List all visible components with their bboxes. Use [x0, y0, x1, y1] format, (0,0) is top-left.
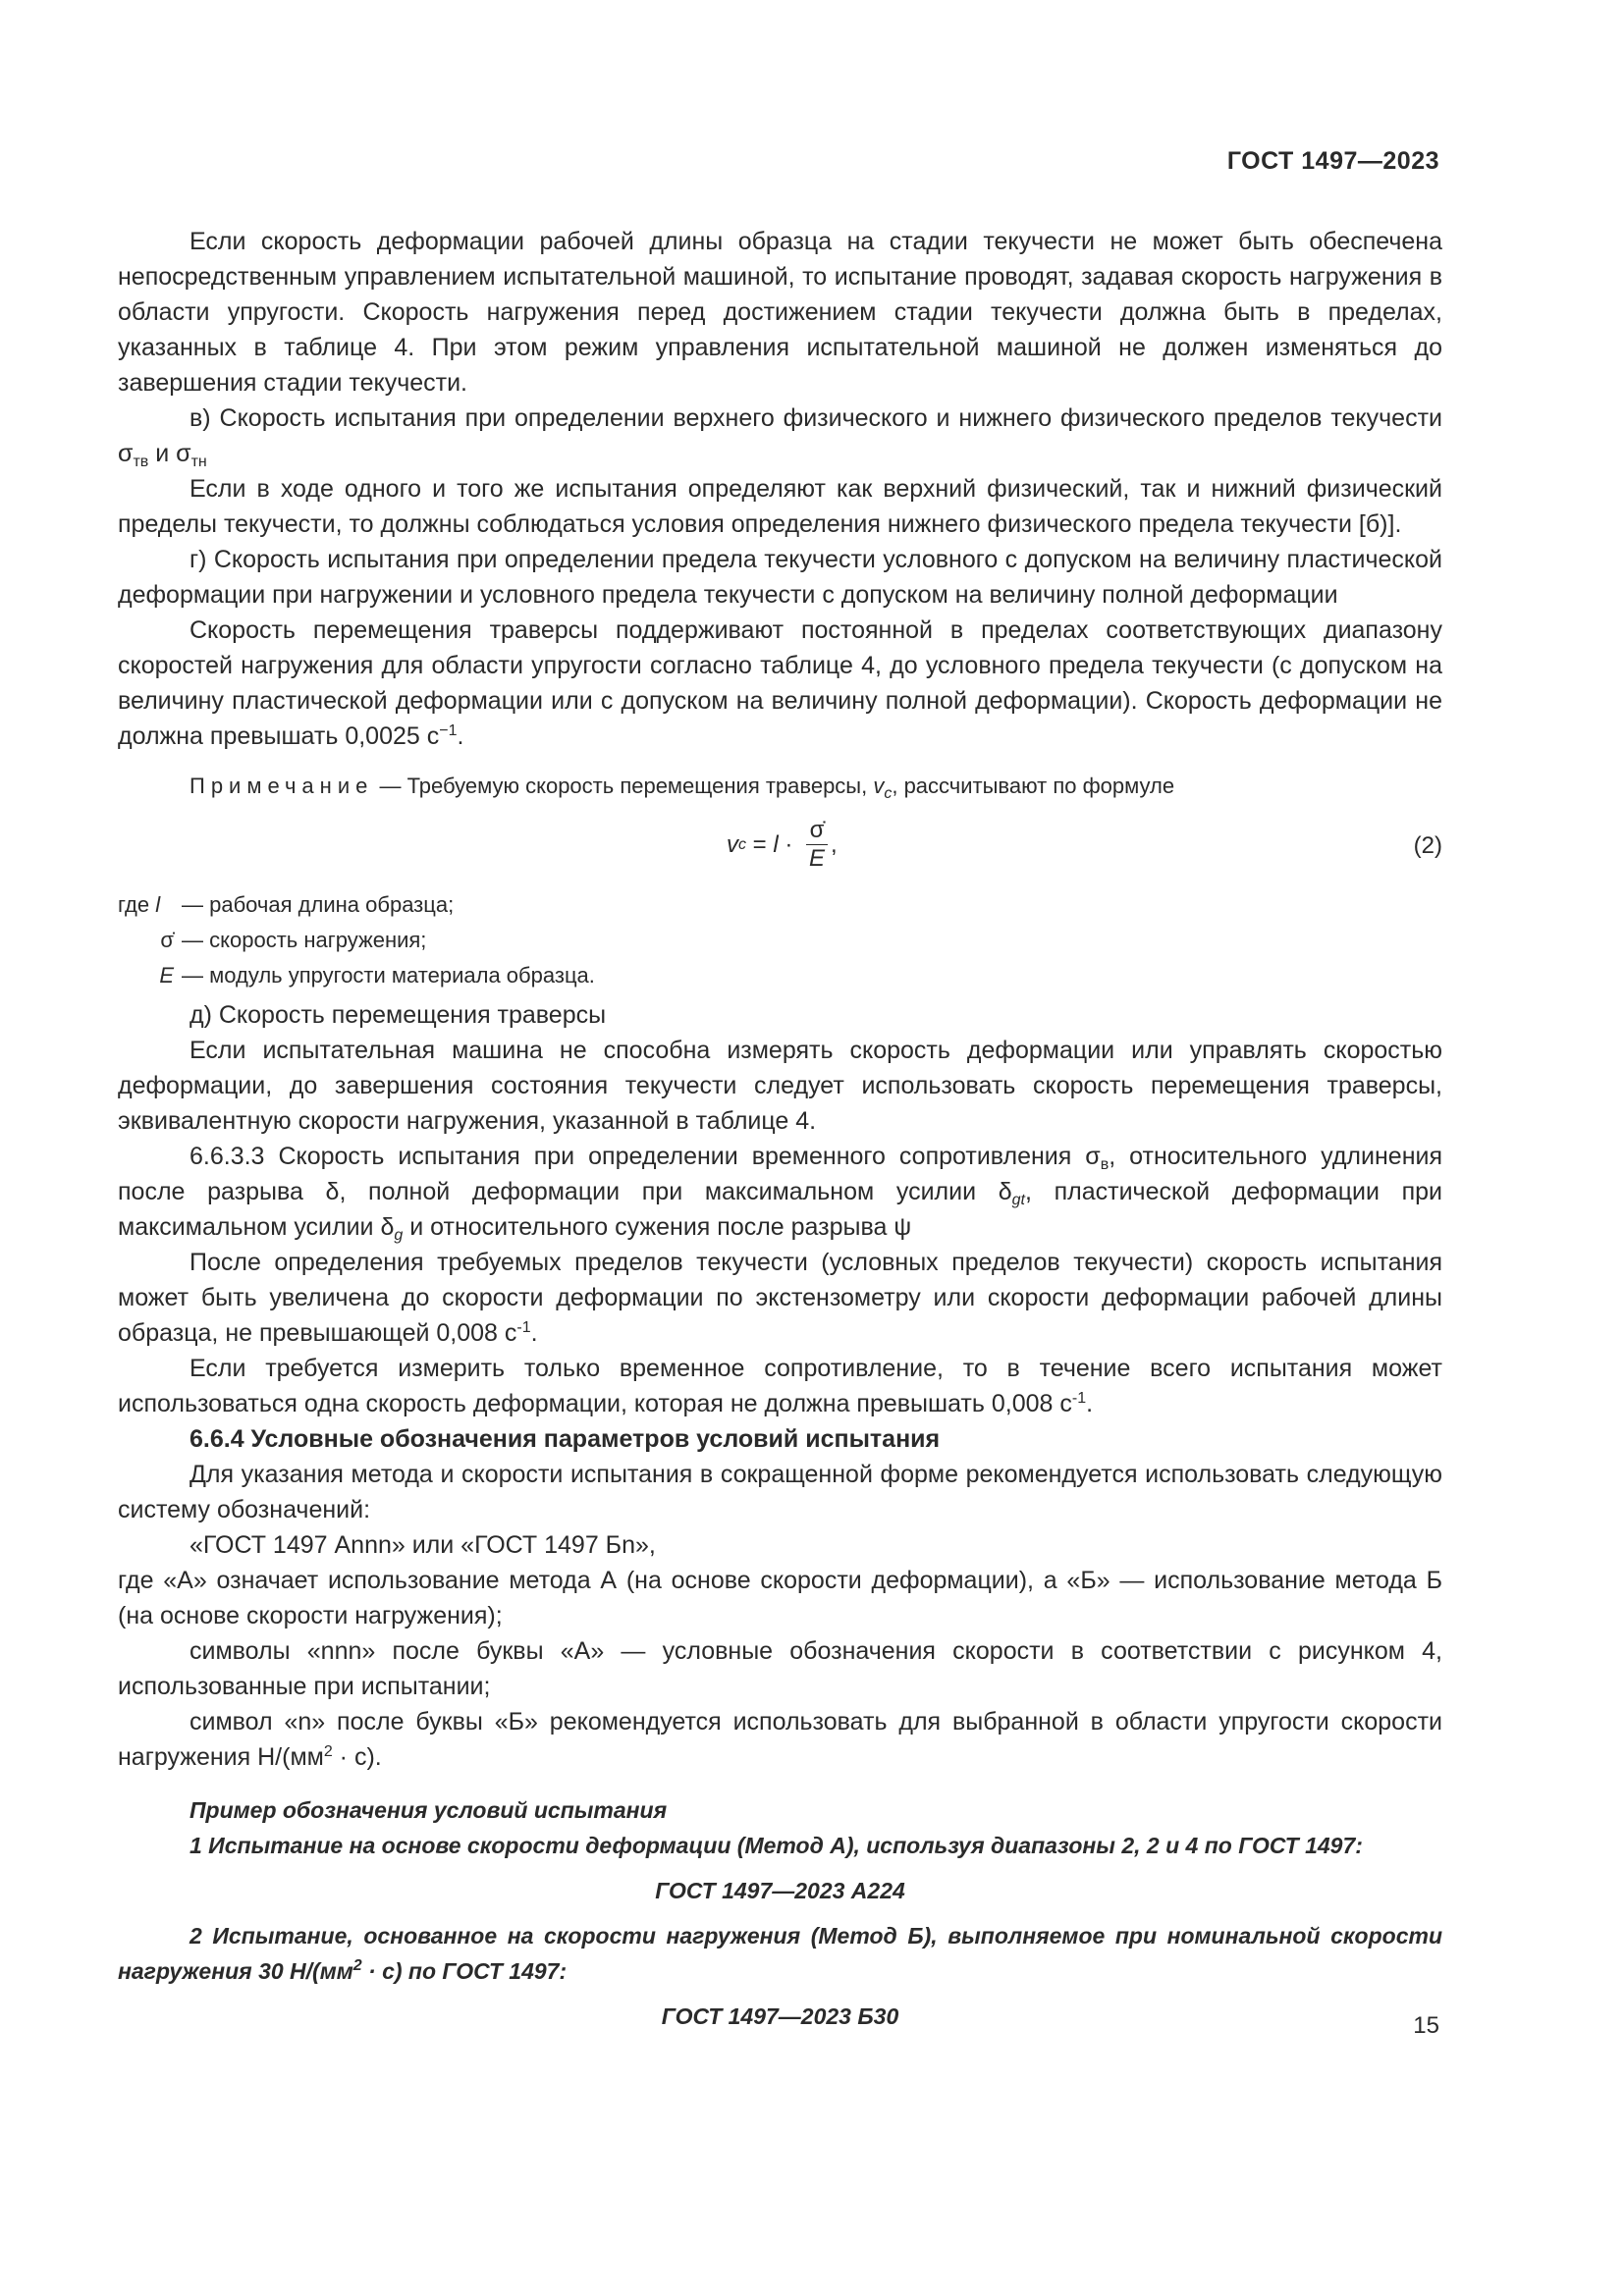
paragraph-item-d-body: Если испытательная машина не способна измерять скорость деформации или управлять скоростью деформации, до завершения состояния текучести следует использовать скорость перемещения траверсы, эквивалентную скорости нагружения, указанной в таблице 4.	[118, 1037, 1442, 1135]
paragraph-crosshead-speed: Скорость перемещения траверсы поддерживают постоянной в пределах соответствующих диапазону скоростей нагружения для области упругости согласно таблице 4, до условного предела текучести (с допуском на величину пластической деформации или с допуском на величину полной деформации). Скорость деформации не должна превышать 0,0025 $с^{-1}$.	[118, 616, 1442, 750]
paragraph-upper-lower-yield: Если в ходе одного и того же испытания определяют как верхний физический, так и нижний физический пределы текучести, то должны соблюдаться условия определения нижнего физического предела текучести [б)].	[118, 475, 1442, 538]
paragraph-n-symbol: символ «n» после буквы «Б» рекомендуется использовать для выбранной в области упругости скорости нагружения $Н/(мм^2 \cdot с)$.	[118, 1708, 1442, 1771]
example-1: 1 Испытание на основе скорости деформации (Метод А), используя диапазоны 2, 2 и 4 по ГОСТ 1497:	[189, 1833, 1363, 1858]
paragraph-item-d-title: д) Скорость перемещения траверсы	[189, 1001, 607, 1029]
paragraph-load-rate: Если скорость деформации рабочей длины образца на стадии текучести не может быть обеспечена непосредственным управлением испытательной машиной, то испытание проводят, задавая скорость нагружения в области упругости. Скорость нагружения перед достижением стадии текучести должна быть в пределах, указанных в таблице 4. При этом режим управления испытательной машиной не должен изменяться до завершения стадии текучести.	[118, 228, 1442, 397]
formula-definitions	[118, 887, 1442, 993]
paragraph-nnn-symbols: символы «nnn» после буквы «А» — условные обозначения скорости в соответствии с рисунком 4, использованные при испытании;	[118, 1637, 1442, 1700]
section-heading-6-6-4: 6.6.4 Условные обозначения параметров условий испытания	[189, 1425, 941, 1453]
example-1-code: ГОСТ 1497—2023 А224	[655, 1878, 905, 1903]
paragraph-method-meaning: где «А» означает использование метода А (на основе скорости деформации), а «Б» — использование метода Б (на основе скорости нагружения);	[118, 1567, 1442, 1629]
document-header: ГОСТ 1497—2023	[1226, 147, 1439, 175]
paragraph-item-g: г) Скорость испытания при определении предела текучести условного с допуском на величину пластической деформации при нагружении и условного предела текучести с допуском на величину полной деформации	[118, 546, 1442, 609]
example-title: Пример обозначения условий испытания	[189, 1797, 668, 1823]
paragraph-tensile-only: Если требуется измерить только временное сопротивление, то в течение всего испытания может использоваться одна скорость деформации, которая не должна превышать 0,008 $с^{-1}$.	[118, 1355, 1442, 1417]
note: Примечание — Требуемую скорость перемещения траверсы, $v_c$, рассчитывают по формуле	[189, 774, 1175, 802]
page-content	[118, 224, 1442, 2044]
paragraph-after-yield: После определения требуемых пределов текучести (условных пределов текучести) скорость испытания может быть увеличена до скорости деформации по экстензометру или скорости деформации рабочей длины образца, не превышающей 0,008 $с^{-1}$.	[118, 1249, 1442, 1347]
note-label: Примечание	[189, 774, 374, 798]
formula-number: (2)	[1413, 832, 1442, 859]
paragraph-designation-format: «ГОСТ 1497 Annn» или «ГОСТ 1497 Бn»,	[189, 1531, 656, 1559]
definition-row: где l — рабочая длина образца;	[118, 892, 455, 917]
page-number: 15	[1413, 2012, 1439, 2039]
paragraph-6-6-4-intro: Для указания метода и скорости испытания в сокращенной форме рекомендуется использовать следующую систему обозначений:	[118, 1461, 1442, 1523]
formula-fraction: $\frac{\sigmȧ}{E}$	[805, 817, 829, 873]
paragraph-item-v: в) Скорость испытания при определении верхнего физического и нижнего физического пределов текучести $\sigma_{тв}$ и $\sigma_{тн}$	[118, 404, 1442, 470]
definition-row: E — модуль упругости материала образца.	[159, 963, 595, 988]
definition-row: σ̇ — скорость нагружения;	[160, 928, 427, 952]
formula-2	[118, 809, 1442, 883]
formula-expression: v c = l · $\frac{\sigmȧ}{E}$ ,	[727, 817, 838, 872]
example-2: 2 Испытание, основанное на скорости нагружения (Метод Б), выполняемое при номинальной скорости нагружения 30 $Н/(мм^2 \cdot с)$ по ГОСТ 1497:	[118, 1923, 1442, 1984]
example-2-code: ГОСТ 1497—2023 Б30	[661, 2003, 899, 2029]
paragraph-6-6-3-3: 6.6.3.3 Скорость испытания при определении временного сопротивления $\sigma_в$, относительного удлинения после разрыва δ, полной деформации при максимальном усилии $\delta_{gt}$, пластической деформации при максимальном усилии $\delta_g$ и относительного сужения после разрыва ψ	[118, 1143, 1443, 1244]
